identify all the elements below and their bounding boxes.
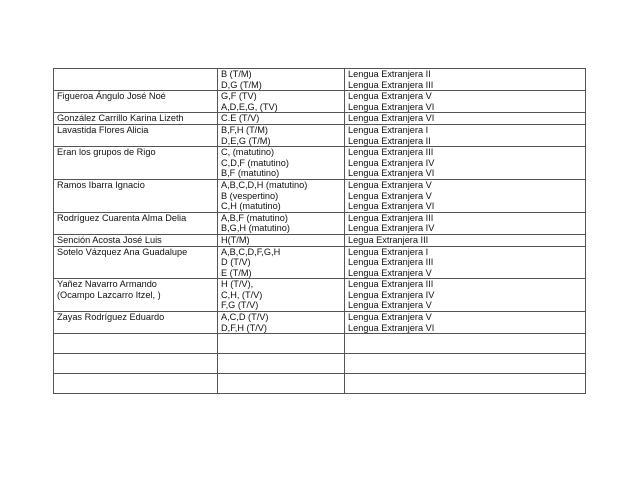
groups-cell bbox=[218, 234, 345, 246]
cell-line: C,D,F (matutino) bbox=[221, 157, 289, 168]
level-cell bbox=[345, 147, 586, 180]
groups-cell bbox=[218, 147, 345, 180]
cell-line bbox=[348, 354, 585, 365]
cell-line: B,F (matutino) bbox=[221, 168, 280, 179]
cell-line bbox=[57, 80, 217, 91]
groups-cell bbox=[218, 212, 345, 234]
teacher-name-cell bbox=[54, 179, 218, 212]
teacher-name-cell bbox=[54, 113, 218, 125]
table-row bbox=[54, 179, 586, 212]
cell-line: Ramos Ibarra Ignacio bbox=[57, 179, 145, 190]
cell-line: Lengua Extranjera II bbox=[348, 135, 431, 146]
table-row bbox=[54, 234, 586, 246]
cell-line bbox=[57, 191, 217, 202]
teacher-name-cell bbox=[54, 246, 218, 279]
cell-line bbox=[57, 201, 217, 212]
level-cell bbox=[345, 334, 586, 354]
cell-line bbox=[57, 136, 217, 147]
cell-line bbox=[348, 334, 585, 345]
cell-line: Rodríguez Cuarenta Alma Delia bbox=[57, 212, 187, 223]
cell-line: Lengua Extranjera VI bbox=[348, 201, 435, 212]
level-cell bbox=[345, 91, 586, 113]
cell-line: E (T/M) bbox=[221, 267, 252, 278]
cell-line: D (T/V) bbox=[221, 257, 251, 268]
cell-line: B (T/M) bbox=[221, 69, 252, 79]
cell-line bbox=[221, 334, 344, 345]
teacher-name-cell bbox=[54, 312, 218, 334]
cell-line bbox=[57, 268, 217, 279]
cell-line: Lengua Extranjera VI bbox=[348, 322, 435, 333]
cell-line: A,B,C,D,F,G,H bbox=[221, 246, 281, 257]
level-cell bbox=[345, 69, 586, 91]
level-cell bbox=[345, 124, 586, 146]
cell-line: Lavastida Flores Alicia bbox=[57, 124, 149, 135]
table-row bbox=[54, 113, 586, 125]
cell-line bbox=[57, 158, 217, 169]
table-row bbox=[54, 279, 586, 312]
cell-line: H(T/M) bbox=[221, 234, 250, 245]
groups-cell bbox=[218, 179, 345, 212]
level-cell bbox=[345, 179, 586, 212]
teacher-name-cell bbox=[54, 69, 218, 91]
cell-line: B,G,H (matutino) bbox=[221, 223, 290, 234]
cell-line bbox=[57, 69, 217, 80]
table-row bbox=[54, 69, 586, 91]
cell-line: Figueroa Ángulo José Noé bbox=[57, 91, 166, 102]
cell-line bbox=[57, 102, 217, 113]
level-cell bbox=[345, 354, 586, 374]
teacher-name-cell bbox=[54, 334, 218, 354]
cell-line bbox=[57, 354, 217, 365]
cell-line: C,H, (T/V) bbox=[221, 289, 263, 300]
teacher-name-cell bbox=[54, 91, 218, 113]
cell-line: Lengua Extranjera VI bbox=[348, 168, 435, 179]
table-row bbox=[54, 354, 586, 374]
teacher-name-cell bbox=[54, 354, 218, 374]
cell-line bbox=[221, 374, 344, 385]
cell-line: D,G (T/M) bbox=[221, 79, 262, 90]
level-cell bbox=[345, 113, 586, 125]
schedule-table bbox=[53, 68, 586, 394]
cell-line: Lengua Extranjera I bbox=[348, 124, 429, 135]
cell-line: Lengua Extranjera III bbox=[348, 212, 434, 223]
table-row bbox=[54, 334, 586, 354]
table-row bbox=[54, 91, 586, 113]
cell-line: Lengua Extranjera V bbox=[348, 300, 432, 311]
cell-line: Lengua Extranjera V bbox=[348, 179, 432, 190]
table-row bbox=[54, 246, 586, 279]
groups-cell bbox=[218, 124, 345, 146]
table-row bbox=[54, 212, 586, 234]
groups-cell bbox=[218, 279, 345, 312]
cell-line bbox=[221, 354, 344, 365]
cell-line: G,F (TV) bbox=[221, 91, 257, 102]
cell-line bbox=[57, 300, 217, 311]
cell-line: Lengua Extranjera V bbox=[348, 190, 432, 201]
cell-line bbox=[57, 223, 217, 234]
cell-line bbox=[57, 168, 217, 179]
groups-cell bbox=[218, 334, 345, 354]
cell-line: A,D,E,G, (TV) bbox=[221, 101, 278, 112]
cell-line bbox=[348, 374, 585, 385]
teacher-name-cell bbox=[54, 124, 218, 146]
cell-line: Lengua Extranjera IV bbox=[348, 223, 435, 234]
cell-line: Lengua Extranjera IV bbox=[348, 289, 435, 300]
level-cell bbox=[345, 234, 586, 246]
cell-line: D,E,G (T/M) bbox=[221, 135, 271, 146]
level-cell bbox=[345, 279, 586, 312]
groups-cell bbox=[218, 354, 345, 374]
cell-line: Lengua Extranjera V bbox=[348, 91, 432, 102]
level-cell bbox=[345, 246, 586, 279]
cell-line bbox=[57, 257, 217, 268]
groups-cell bbox=[218, 91, 345, 113]
schedule-table-body bbox=[54, 69, 586, 394]
cell-line: D,F,H (T/V) bbox=[221, 322, 267, 333]
cell-line: Lengua Extranjera III bbox=[348, 79, 434, 90]
cell-line: González Carrillo Karina Lizeth bbox=[57, 113, 184, 124]
cell-line: B,F,H (T/M) bbox=[221, 124, 268, 135]
table-row bbox=[54, 124, 586, 146]
level-cell bbox=[345, 374, 586, 394]
teacher-name-cell bbox=[54, 234, 218, 246]
cell-line: Lengua Extranjera IV bbox=[348, 157, 435, 168]
table-row bbox=[54, 312, 586, 334]
groups-cell bbox=[218, 113, 345, 125]
cell-line: Lengua Extranjera VI bbox=[348, 101, 435, 112]
cell-line: Legua Extranjera III bbox=[348, 234, 429, 245]
cell-line: Lengua Extranjera III bbox=[348, 279, 434, 290]
cell-line: A,C,D (T/V) bbox=[221, 312, 269, 323]
teacher-name-cell bbox=[54, 374, 218, 394]
cell-line: A,B,C,D,H (matutino) bbox=[221, 179, 308, 190]
cell-line bbox=[57, 374, 217, 385]
cell-line: Yañez Navarro Armando bbox=[57, 279, 157, 290]
cell-line: Lengua Extranjera III bbox=[348, 257, 434, 268]
cell-line: Lengua Extranjera I bbox=[348, 246, 429, 257]
groups-cell bbox=[218, 246, 345, 279]
groups-cell bbox=[218, 312, 345, 334]
cell-line: C,H (matutino) bbox=[221, 201, 281, 212]
cell-line: (Ocampo Lazcarro Itzel, ) bbox=[57, 289, 161, 300]
cell-line: A,B,F (matutino) bbox=[221, 212, 288, 223]
cell-line bbox=[57, 334, 217, 345]
cell-line: Sotelo Vázquez Ana Guadalupe bbox=[57, 246, 188, 257]
teacher-name-cell bbox=[54, 147, 218, 180]
cell-line: Lengua Extranjera II bbox=[348, 69, 431, 79]
table-row bbox=[54, 147, 586, 180]
cell-line: Eran los grupos de Rigo bbox=[57, 147, 156, 158]
cell-line: C.E (T/V) bbox=[221, 113, 260, 124]
cell-line: C, (matutino) bbox=[221, 147, 275, 158]
cell-line: F,G (T/V) bbox=[221, 300, 259, 311]
cell-line: Zayas Rodríguez Eduardo bbox=[57, 312, 165, 323]
cell-line: H (T/V), bbox=[221, 279, 254, 290]
level-cell bbox=[345, 312, 586, 334]
cell-line: Lengua Extranjera V bbox=[348, 267, 432, 278]
groups-cell bbox=[218, 69, 345, 91]
teacher-name-cell bbox=[54, 279, 218, 312]
cell-line: Lengua Extranjera V bbox=[348, 312, 432, 323]
groups-cell bbox=[218, 374, 345, 394]
cell-line: Lengua Extranjera VI bbox=[348, 113, 435, 124]
cell-line: B (vespertino) bbox=[221, 190, 279, 201]
cell-line: Lengua Extranjera III bbox=[348, 147, 434, 158]
cell-line bbox=[57, 323, 217, 334]
teacher-name-cell bbox=[54, 212, 218, 234]
cell-line: Sención Acosta José Luis bbox=[57, 234, 162, 245]
level-cell bbox=[345, 212, 586, 234]
table-row bbox=[54, 374, 586, 394]
